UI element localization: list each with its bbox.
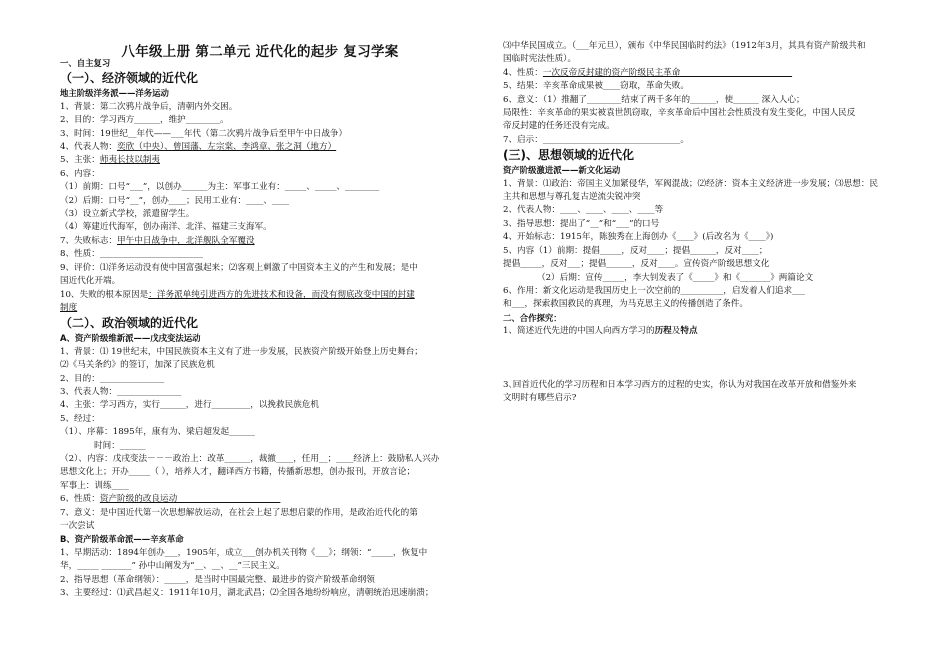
question-1-connector: 及 xyxy=(671,326,681,337)
econ-line-9b: 国近代化开端。 xyxy=(60,276,121,287)
econ-line-1: 1、背景：第二次鸦片战争后，清朝内外交困。 xyxy=(60,101,238,112)
econ-line-9a: 9、评价：⑴洋务运动没有使中国富强起来；⑵客观上刺激了中国资本主义的产生和发展；是中 xyxy=(60,262,418,273)
econ-line-5-answer: 师夷长技以制夷 xyxy=(99,155,161,166)
question-3a: 3､回首近代化的学习历程和日本学习西方的过程的史实，你认为对我国在改革开放和借鉴外来 xyxy=(503,379,857,390)
pol-b-line-3: 3、主要经过：⑴武昌起义：1911年10月，湖北武昌；⑵全国各地纷纷响应，清朝统治迅速崩溃； xyxy=(60,588,434,599)
econ-line-3: 3、时间：19世纪__年代——___年代（第二次鸦片战争后至甲午中日战争） xyxy=(60,128,348,139)
heading-ideological: (三)、思想领域的近代化 xyxy=(503,148,634,163)
xinhai-line-4-answer: 一次反帝反封建的资产阶级民主革命__________________________ xyxy=(542,67,793,78)
econ-line-6b: （2）后期：口号“__”，创办____；民用工业有：____、____ xyxy=(60,195,290,206)
pol-a-line-6-answer: 资产阶级的改良运动________________________ xyxy=(99,494,281,505)
econ-line-10b xyxy=(60,302,460,315)
pol-b-line-2: 2、指导思想（革命纲领）：_____，是当时中国最完整、最进步的资产阶级革命纲领 xyxy=(60,574,375,585)
econ-line-10-label: 10、失败的根本原因是 xyxy=(60,289,149,300)
econ-line-10-answer: ：洋务派单纯引进西方的先进技术和设备，而没有彻底改变中国的封建 xyxy=(148,289,415,300)
econ-line-8: 8、性质：________________________ xyxy=(60,249,203,260)
xinhai-line-6c: 帝反封建的任务还没有完成。 xyxy=(503,121,615,132)
xinhai-line-3c: ⑶中华民国成立。（___年元旦），颁布《中华民国临时约法》（1912年3月，其具有资产阶级共和 xyxy=(503,41,866,51)
pol-a-line-3: 3、代表人物：_______________ xyxy=(60,386,182,397)
econ-line-7 xyxy=(60,235,460,248)
econ-line-6c: （3）设立新式学校，派遣留学生。 xyxy=(60,209,195,220)
pol-b-line-1: 1、早期活动：1894年创办___，1905年，成立___创办机关刊物《___》；纲领：“_____，恢复中 xyxy=(60,547,428,558)
econ-line-6a: （1）前期：口号“___”，以创办______为主：军事工业有：_____、_____、________ xyxy=(60,182,380,193)
econ-line-10-answer-cont: 制度 xyxy=(60,302,78,313)
pol-b-line-1b: 华，_____ _______” 孙中山阐发为“__、__、__”三民主义。 xyxy=(60,561,285,572)
econ-line-10a xyxy=(60,289,460,302)
question-1 xyxy=(503,325,911,338)
econ-line-4-answer: 奕欣（中央）、曾国藩、左宗棠、李鸿章、张之洞（地方） xyxy=(117,142,337,153)
econ-line-5-label: 5、主张： xyxy=(60,155,100,166)
cult-line-5a: 5、内容（1）前期：提倡_____，反对____；提倡______，反对____； xyxy=(503,245,768,256)
econ-line-4 xyxy=(60,141,460,154)
xinhai-line-6b: 局限性：辛亥革命的果实被袁世凯窃取，辛亥革命后中国社会性质没有发生变化，中国人民反 xyxy=(503,108,856,119)
pol-a-line-5c: （2）、内容：戊戌变法－－－政治上：改革______，裁撤____，任用__；____经济上：鼓励私人兴办 xyxy=(60,453,440,464)
pol-a-line-6 xyxy=(60,493,460,506)
answer-space-1 xyxy=(503,339,911,379)
cult-line-3: 3、指导思想：提出了“__”和“___”的口号 xyxy=(503,218,660,229)
pol-a-line-5a: （1）、序幕：1895年，康有为、梁启超发起______ xyxy=(60,427,255,438)
heading-economic: （一）、经济领域的近代化 xyxy=(60,71,199,86)
document-title: 八年级上册 第二单元 近代化的起步 复习学案 xyxy=(121,44,399,60)
xinhai-line-3d: 国临时宪法性质）。 xyxy=(503,54,577,65)
cult-line-2: 2、代表人物：____、____、____、____等 xyxy=(503,205,664,216)
pol-a-line-5d: 思想文化上；开办_____（ ），培养人才，翻译西方书籍，传播新思想，创办报刊，开放言论； xyxy=(60,467,416,478)
xinhai-line-6a: 6、意义：（1）推翻了________结束了两千多年的______，使______ 深入人心； xyxy=(503,94,805,105)
section-self-review: 一、自主复习 xyxy=(60,58,111,68)
heading-political: （二）、政治领域的近代化 xyxy=(60,316,199,331)
xinhai-line-4 xyxy=(503,67,911,80)
econ-line-2: 2、目的：学习西方______，维护________。 xyxy=(60,115,229,126)
econ-line-7-answer: 甲午中日战争中，北洋舰队全军覆没 xyxy=(117,235,255,246)
pol-a-line-1: 1、背景：⑴ 19世纪末，中国民族资本主义有了进一步发展，民族资产阶级开始登上历史舞台； xyxy=(60,346,423,357)
xinhai-line-5: 5、结果：辛亥革命成果被____窃取，革命失败。 xyxy=(503,81,689,92)
pol-a-line-4: 4、主张：学习西方，实行______，进行_________，以挽救民族危机 xyxy=(60,400,319,411)
question-1-keyword-course: 历程 xyxy=(654,326,672,337)
left-column xyxy=(60,40,460,600)
pol-a-line-6-label: 6、性质： xyxy=(60,494,100,505)
cult-line-5b: 提倡_____，反对___；提倡______，反对____。宣传资产阶级思想文化 xyxy=(503,259,770,270)
right-column xyxy=(503,40,911,405)
section-cooperative-inquiry: 二、合作探究： xyxy=(503,312,562,323)
cult-line-5c: （2）后期：宣传_____，李大钊发表了《_____》和《_______》两篇论文 xyxy=(537,272,814,283)
pol-a-line-5b: 时间：______ xyxy=(94,440,146,451)
question-1-text: 1、简述近代先进的中国人向西方学习的 xyxy=(503,326,655,337)
cult-line-1b: 主共和思想与尊孔复古逆流尖锐冲突 xyxy=(503,192,641,203)
subheading-xinhai: B、资产阶级革命派——辛亥革命 xyxy=(60,534,184,545)
xinhai-line-4-label: 4、性质： xyxy=(503,67,543,78)
econ-line-7-label: 7、失败标志： xyxy=(60,235,118,246)
subheading-yangwu: 地主阶级洋务派——洋务运动 xyxy=(60,88,169,99)
pol-a-line-2: 2、目的：_______________ xyxy=(60,373,165,384)
question-1-keyword-features: 特点 xyxy=(680,326,698,337)
pol-a-line-5: 5、经过： xyxy=(60,413,100,424)
cult-line-4: 4、开始标志：1915年，陈独秀在上海创办《____》(后改名为《____》) xyxy=(503,232,774,243)
econ-line-6d: （4）筹建近代海军，创办南洋、北洋、福建三支海军。 xyxy=(60,222,272,233)
cult-line-6a: 6、作用：新文化运动是我国历史上一次空前的__________，启发着人们追求___ xyxy=(503,285,805,296)
econ-line-4-label: 4、代表人物： xyxy=(60,142,118,153)
xinhai-line-7: 7、启示：________________________________。 xyxy=(503,134,689,145)
subheading-wuxu: A、资产阶级维新派——戊戌变法运动 xyxy=(60,333,201,344)
pol-a-line-7a: 7、意义：是中国近代第一次思想解放运动，在社会上起了思想启蒙的作用，是政治近代化的第 xyxy=(60,507,418,518)
econ-line-6: 6、内容： xyxy=(60,168,100,179)
cult-line-6b: 和___，探索救国救民的真理，为马克思主义的传播创造了条件。 xyxy=(503,299,748,310)
cult-line-1a: 1、背景：⑴政治：帝国主义加紧侵华，军阀混战；⑵经济：资本主义经济进一步发展；⑶思想：民 xyxy=(503,178,879,189)
pol-a-line-7b: 一次尝试 xyxy=(60,521,95,531)
pol-a-line-1b: ⑵《马关条约》的签订，加深了民族危机 xyxy=(60,360,215,371)
pol-a-line-5e: 军事上：训练____ xyxy=(60,480,129,491)
econ-line-5 xyxy=(60,154,460,167)
subheading-new-culture: 资产阶级激进派——新文化运动 xyxy=(503,165,621,176)
question-3b: 文明时有哪些启示? xyxy=(503,392,577,403)
